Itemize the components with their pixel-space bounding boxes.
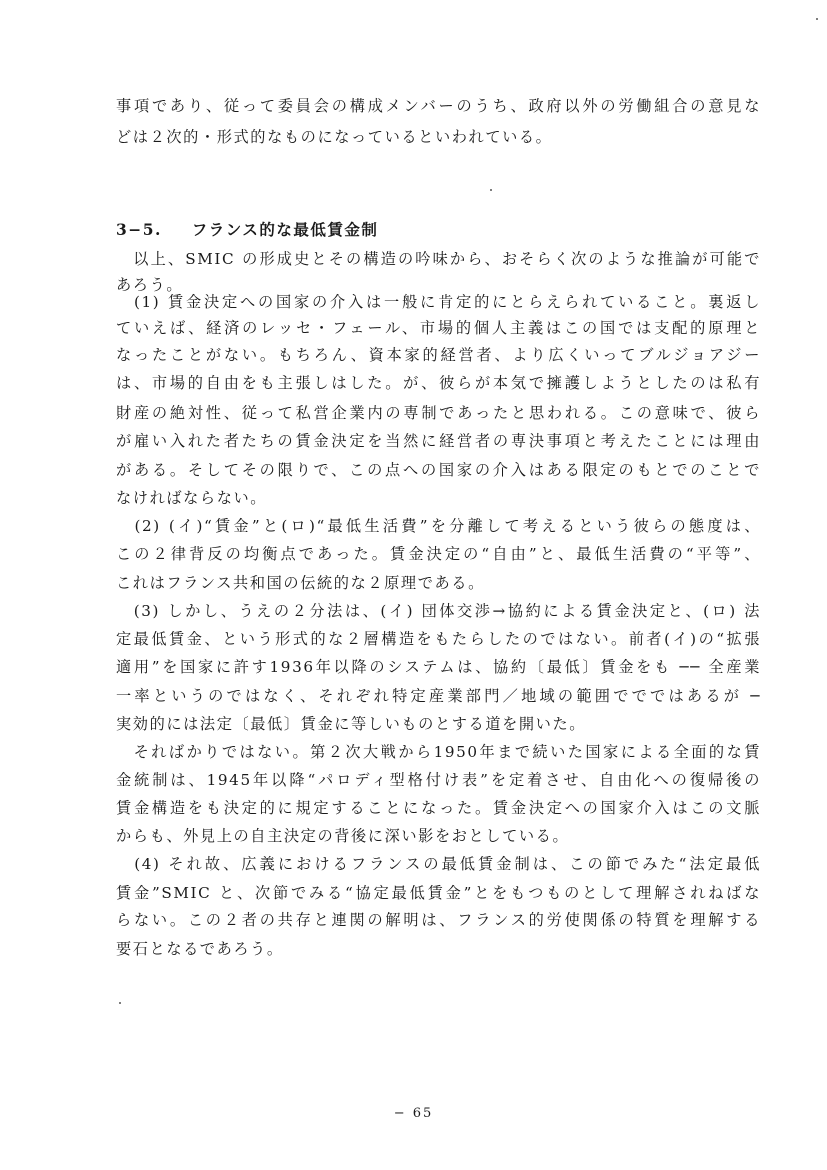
body-line-6: は、市場的自由をも主張しはした。が、彼らが本気で擁護しようとしたのは私有 <box>116 374 761 392</box>
page-number: − 65 <box>393 1106 434 1121</box>
body-line-18: 実効的には法定〔最低〕賃金に等しいものとする道を開いた。 <box>116 715 587 733</box>
body-line-10: なければならない。 <box>116 489 268 507</box>
intro-line-1: 事項であり、従って委員会の構成メンバーのうち、政府以外の労働組合の意見な <box>116 97 761 115</box>
body-line-15: 定最低賃金、という形式的な２層構造をもたらしたのではない。前者(イ)の“拡張 <box>116 630 761 648</box>
body-line-26: 要石となるであろう。 <box>116 940 284 958</box>
body-line-4: ていえば、経済のレッセ・フェール、市場的個人主義はこの国では支配的原理と <box>116 319 761 337</box>
body-line-3: (1) 賃金決定への国家の介入は一般に肯定的にとらえられていること。裏返し <box>116 293 761 311</box>
body-line-9: がある。そしてその限りで、この点への国家の介入はある限定のもとでのことで <box>116 461 761 479</box>
body-line-23: (4) それ故、広義におけるフランスの最低賃金制は、この節でみた“法定最低 <box>116 855 761 873</box>
body-line-21: 賃金構造をも決定的に規定することになった。賃金決定への国家介入はこの文脈 <box>116 799 761 817</box>
intro-line-2: どは２次的・形式的なものになっているといわれている。 <box>116 128 553 146</box>
body-line-20: 金統制は、1945年以降“パロディ型格付け表”を定着させ、自由化への復帰後の <box>116 771 761 789</box>
scan-speck <box>119 1002 121 1004</box>
body-line-19: そればかりではない。第２次大戦から1950年まで続いた国家による全面的な賃 <box>116 743 761 761</box>
body-line-11: (2) (イ)“賃金”と(ロ)“最低生活費”を分離して考えるという彼らの態度は、 <box>116 517 761 535</box>
body-line-8: が雇い入れた者たちの賃金決定を当然に経営者の専決事項と考えたことには理由 <box>116 432 761 450</box>
body-line-2: あろう。 <box>116 276 184 294</box>
body-line-12: この２律背反の均衡点であった。賃金決定の“自由”と、最低生活費の“平等”、 <box>116 545 761 563</box>
scan-speck <box>816 18 818 20</box>
section-title: フランス的な最低賃金制 <box>191 220 379 239</box>
section-number: 3−5. <box>116 220 162 239</box>
body-line-17: 一率というのではなく、それぞれ特定産業部門／地域の範囲ででではあるが ─ <box>116 687 761 705</box>
scan-speck <box>490 189 492 191</box>
body-line-5: なったことがない。もちろん、資本家的経営者、より広くいってブルジョアジー <box>116 346 761 364</box>
body-line-14: (3) しかし、うえの２分法は、(イ) 団体交渉→協約による賃金決定と、(ロ) 法 <box>116 602 761 620</box>
body-line-22: からも、外見上の自主決定の背後に深い影をおとしている。 <box>116 827 570 845</box>
body-line-13: これはフランス共和国の伝統的な２原理である。 <box>116 574 485 592</box>
body-line-1: 以上、SMIC の形成史とその構造の吟味から、おそらく次のような推論が可能で <box>116 250 761 268</box>
body-line-25: らない。この２者の共存と連関の解明は、フランス的労使関係の特質を理解する <box>116 911 761 929</box>
section-heading <box>116 218 378 240</box>
body-line-24: 賃金”SMIC と、次節でみる“協定最低賃金”とをもつものとして理解されねばな <box>116 884 761 902</box>
body-line-7: 財産の絶対性、従って私営企業内の専制であったと思われる。この意味で、彼ら <box>116 404 761 422</box>
body-line-16: 適用”を国家に許す1936年以降のシステムは、協約〔最低〕賃金をも ── 全産業 <box>116 658 761 676</box>
